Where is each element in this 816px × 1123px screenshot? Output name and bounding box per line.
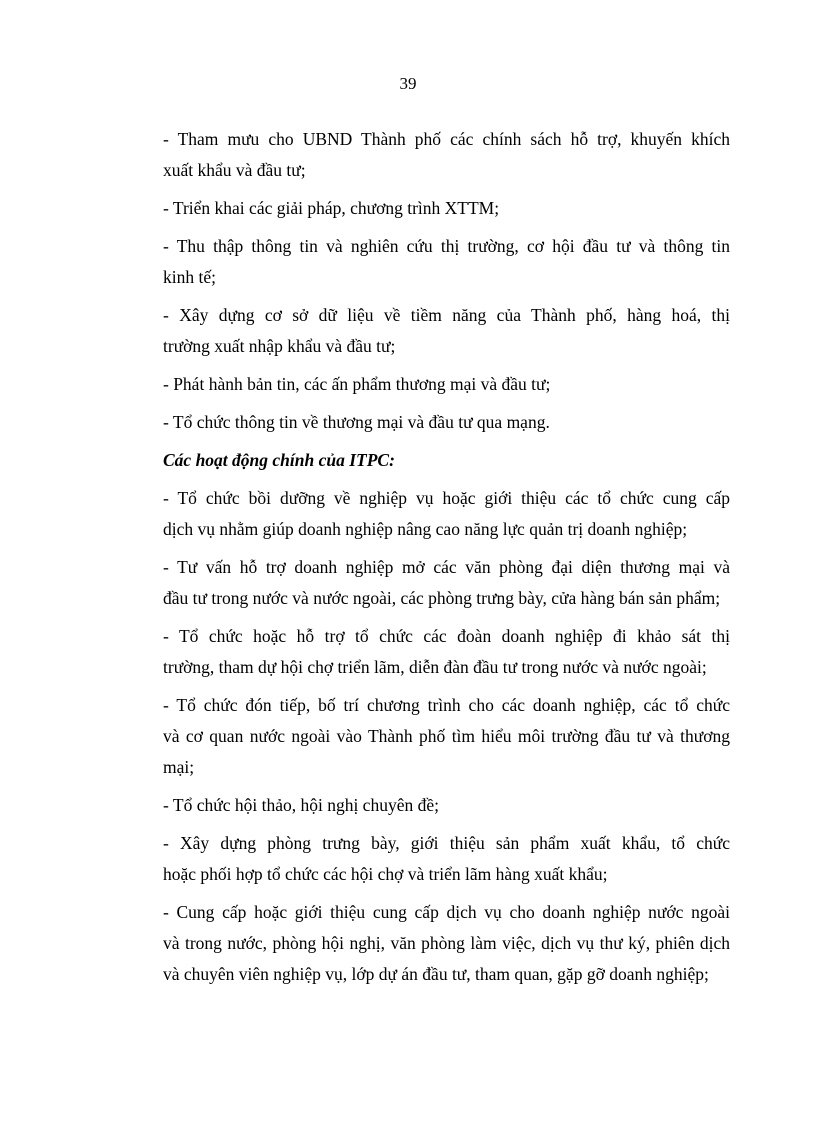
paragraph [136,790,730,821]
paragraph [136,828,730,890]
paragraph [136,369,730,400]
text-line: hoặc phối hợp tổ chức các hội chợ và triển lãm hàng xuất khẩu; [163,864,608,884]
paragraph [136,897,730,990]
text-line: - Tổ chức đón tiếp, bố trí chương trình cho các doanh nghiệp, các tổ chức [163,695,730,715]
text-line: - Triển khai các giải pháp, chương trình XTTM; [163,198,500,218]
paragraph [136,483,730,545]
document-body [136,124,730,997]
text-line: mại; [163,757,195,777]
paragraph [136,552,730,614]
text-line: trường, tham dự hội chợ triển lãm, diễn đàn đầu tư trong nước và nước ngoài; [163,657,707,677]
text-line: đầu tư trong nước và nước ngoài, các phòng trưng bày, cửa hàng bán sản phẩm; [163,588,721,608]
text-line: - Tham mưu cho UBND Thành phố các chính sách hỗ trợ, khuyến khích [163,129,730,149]
text-line: - Cung cấp hoặc giới thiệu cung cấp dịch vụ cho doanh nghiệp nước ngoài [163,902,730,922]
text-line: - Phát hành bản tin, các ấn phẩm thương mại và đầu tư; [163,374,551,394]
paragraph [136,300,730,362]
text-line: xuất khẩu và đầu tư; [163,160,306,180]
text-line: - Xây dựng phòng trưng bày, giới thiệu sản phẩm xuất khẩu, tổ chức [163,833,730,853]
duties-list [136,124,730,438]
text-line: - Tổ chức hoặc hỗ trợ tổ chức các đoàn doanh nghiệp đi khảo sát thị [163,626,730,646]
text-line: và cơ quan nước ngoài vào Thành phố tìm hiểu môi trường đầu tư và thương [163,726,730,746]
paragraph [136,621,730,683]
section-heading: Các hoạt động chính của ITPC: [163,450,395,470]
text-line: - Tổ chức bồi dưỡng về nghiệp vụ hoặc giới thiệu các tổ chức cung cấp [163,488,730,508]
paragraph [136,193,730,224]
paragraph [136,690,730,783]
text-line: dịch vụ nhằm giúp doanh nghiệp nâng cao năng lực quản trị doanh nghiệp; [163,519,688,539]
text-line: kinh tế; [163,267,216,287]
text-line: - Tổ chức thông tin về thương mại và đầu tư qua mạng. [163,412,550,432]
activities-list [136,483,730,990]
page-number: 39 [399,74,417,93]
paragraph [136,124,730,186]
text-line: trường xuất nhập khẩu và đầu tư; [163,336,396,356]
text-line: - Tổ chức hội thảo, hội nghị chuyên đề; [163,795,439,815]
paragraph [136,231,730,293]
text-line: và chuyên viên nghiệp vụ, lớp dự án đầu tư, tham quan, gặp gỡ doanh nghiệp; [163,964,709,984]
text-line: và trong nước, phòng hội nghị, văn phòng làm việc, dịch vụ thư ký, phiên dịch [163,933,730,953]
text-line: - Tư vấn hỗ trợ doanh nghiệp mở các văn phòng đại diện thương mại và [163,557,730,577]
text-line: - Thu thập thông tin và nghiên cứu thị trường, cơ hội đầu tư và thông tin [163,236,730,256]
text-line: - Xây dựng cơ sở dữ liệu về tiềm năng của Thành phố, hàng hoá, thị [163,305,730,325]
paragraph [136,407,730,438]
